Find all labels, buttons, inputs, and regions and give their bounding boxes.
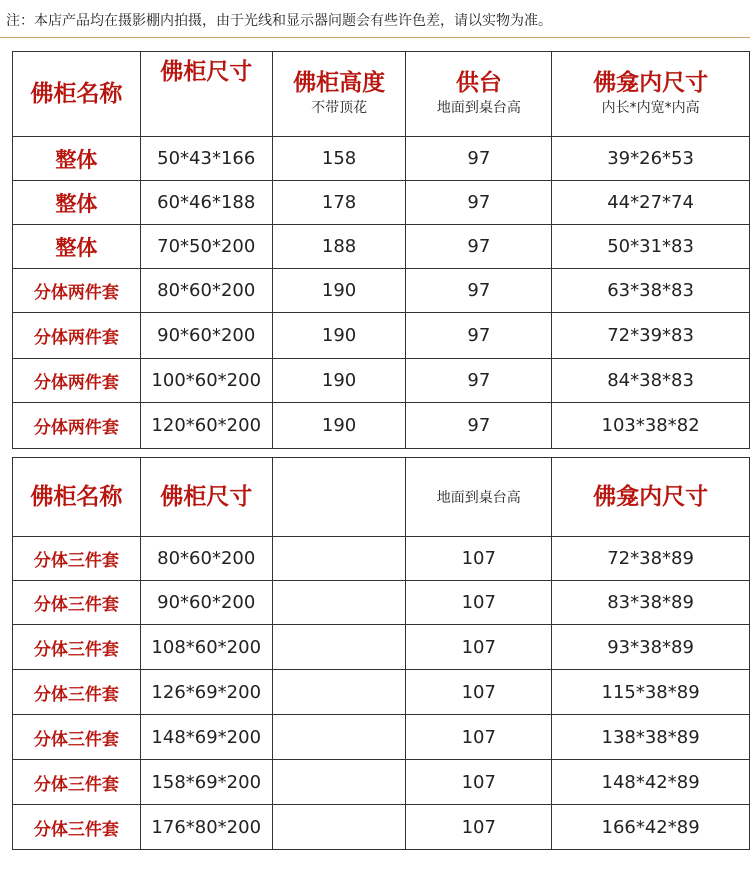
- header-cell: 佛柜尺寸: [140, 458, 272, 537]
- header-title: 供台: [455, 70, 502, 96]
- altar-height: 107: [406, 537, 552, 581]
- niche-size: 103*38*82: [552, 403, 750, 449]
- cabinet-size: 176*80*200: [140, 805, 272, 850]
- cabinet-height: 188: [272, 225, 406, 269]
- table-row: [13, 269, 750, 313]
- table-row: [13, 537, 750, 581]
- empty-cell: [272, 760, 406, 805]
- niche-size: 44*27*74: [552, 181, 750, 225]
- altar-height: 107: [406, 670, 552, 715]
- cabinet-name: 分体两件套: [13, 269, 141, 313]
- niche-size: 93*38*89: [552, 625, 750, 670]
- cabinet-size: 120*60*200: [140, 403, 272, 449]
- header-cell: 佛柜名称: [13, 458, 141, 537]
- empty-cell: [272, 715, 406, 760]
- cabinet-size: 90*60*200: [140, 581, 272, 625]
- cabinet-name: 分体三件套: [13, 805, 141, 850]
- header-cell: [406, 52, 552, 137]
- cabinet-size: 148*69*200: [140, 715, 272, 760]
- cabinet-height: 190: [272, 269, 406, 313]
- table-row: [13, 805, 750, 850]
- cabinet-name: 分体两件套: [13, 313, 141, 359]
- notice-divider: [0, 37, 750, 38]
- table-row: [13, 760, 750, 805]
- table-row: [13, 625, 750, 670]
- table-row: [13, 403, 750, 449]
- notice-text: 注：本店产品均在摄影棚内拍摄，由于光线和显示器问题会有些许色差，请以实物为准。: [6, 13, 552, 29]
- header-title: 佛柜名称: [30, 81, 123, 107]
- cabinet-size: 80*60*200: [140, 269, 272, 313]
- table-header-row: [13, 458, 750, 537]
- niche-size: 84*38*83: [552, 359, 750, 403]
- niche-size: 166*42*89: [552, 805, 750, 850]
- cabinet-name: 分体三件套: [13, 715, 141, 760]
- cabinet-height: 190: [272, 313, 406, 359]
- cabinet-name: 分体三件套: [13, 670, 141, 715]
- empty-cell: [272, 537, 406, 581]
- altar-height: 107: [406, 760, 552, 805]
- table-row: [13, 715, 750, 760]
- size-table-1: [12, 51, 750, 449]
- cabinet-size: 90*60*200: [140, 313, 272, 359]
- altar-height: 107: [406, 581, 552, 625]
- cabinet-name: 整体: [13, 225, 141, 269]
- table-row: [13, 359, 750, 403]
- altar-height: 97: [406, 269, 552, 313]
- cabinet-size: 80*60*200: [140, 537, 272, 581]
- niche-size: 138*38*89: [552, 715, 750, 760]
- cabinet-size: 60*46*188: [140, 181, 272, 225]
- niche-size: 72*39*83: [552, 313, 750, 359]
- cabinet-height: 190: [272, 403, 406, 449]
- header-subtitle: 地面到桌台高: [436, 100, 521, 116]
- altar-height: 97: [406, 313, 552, 359]
- cabinet-name: 分体两件套: [13, 359, 141, 403]
- table-header-row: [13, 52, 750, 137]
- table-row: [13, 225, 750, 269]
- niche-size: 83*38*89: [552, 581, 750, 625]
- table-row: [13, 581, 750, 625]
- cabinet-height: 158: [272, 137, 406, 181]
- table-row: [13, 181, 750, 225]
- niche-size: 39*26*53: [552, 137, 750, 181]
- cabinet-size: 108*60*200: [140, 625, 272, 670]
- cabinet-name: 整体: [13, 181, 141, 225]
- altar-height: 97: [406, 137, 552, 181]
- empty-cell: [272, 805, 406, 850]
- cabinet-name: 分体三件套: [13, 581, 141, 625]
- table-row: [13, 313, 750, 359]
- cabinet-size: 158*69*200: [140, 760, 272, 805]
- table-row: [13, 670, 750, 715]
- niche-size: 72*38*89: [552, 537, 750, 581]
- size-table-2: [12, 457, 750, 850]
- cabinet-size: 126*69*200: [140, 670, 272, 715]
- niche-size: 115*38*89: [552, 670, 750, 715]
- header-title: 佛龛内尺寸: [593, 70, 709, 96]
- altar-height: 97: [406, 181, 552, 225]
- cabinet-name: 整体: [13, 137, 141, 181]
- table-row: [13, 137, 750, 181]
- empty-cell: [272, 581, 406, 625]
- cabinet-height: 190: [272, 359, 406, 403]
- niche-size: 50*31*83: [552, 225, 750, 269]
- empty-cell: [272, 625, 406, 670]
- empty-cell: [272, 670, 406, 715]
- header-subtitle: 不带顶花: [311, 100, 368, 116]
- altar-height: 97: [406, 403, 552, 449]
- header-cell: [552, 52, 750, 137]
- cabinet-name: 分体三件套: [13, 760, 141, 805]
- cabinet-height: 178: [272, 181, 406, 225]
- altar-height: 107: [406, 625, 552, 670]
- header-cell: 佛龛内尺寸: [552, 458, 750, 537]
- altar-height: 107: [406, 805, 552, 850]
- cabinet-name: 分体三件套: [13, 625, 141, 670]
- header-cell: [140, 52, 272, 137]
- altar-height: 97: [406, 359, 552, 403]
- altar-height: 97: [406, 225, 552, 269]
- cabinet-name: 分体三件套: [13, 537, 141, 581]
- header-cell: [13, 52, 141, 137]
- niche-size: 148*42*89: [552, 760, 750, 805]
- header-title: 佛柜尺寸: [160, 59, 253, 85]
- header-title: 佛柜高度: [293, 70, 386, 96]
- header-cell: [272, 458, 406, 537]
- cabinet-name: 分体两件套: [13, 403, 141, 449]
- header-subtitle: 内长*内宽*内高: [601, 100, 700, 116]
- altar-height: 107: [406, 715, 552, 760]
- cabinet-size: 50*43*166: [140, 137, 272, 181]
- niche-size: 63*38*83: [552, 269, 750, 313]
- cabinet-size: 100*60*200: [140, 359, 272, 403]
- header-cell: 地面到桌台高: [406, 458, 552, 537]
- cabinet-size: 70*50*200: [140, 225, 272, 269]
- header-cell: [272, 52, 406, 137]
